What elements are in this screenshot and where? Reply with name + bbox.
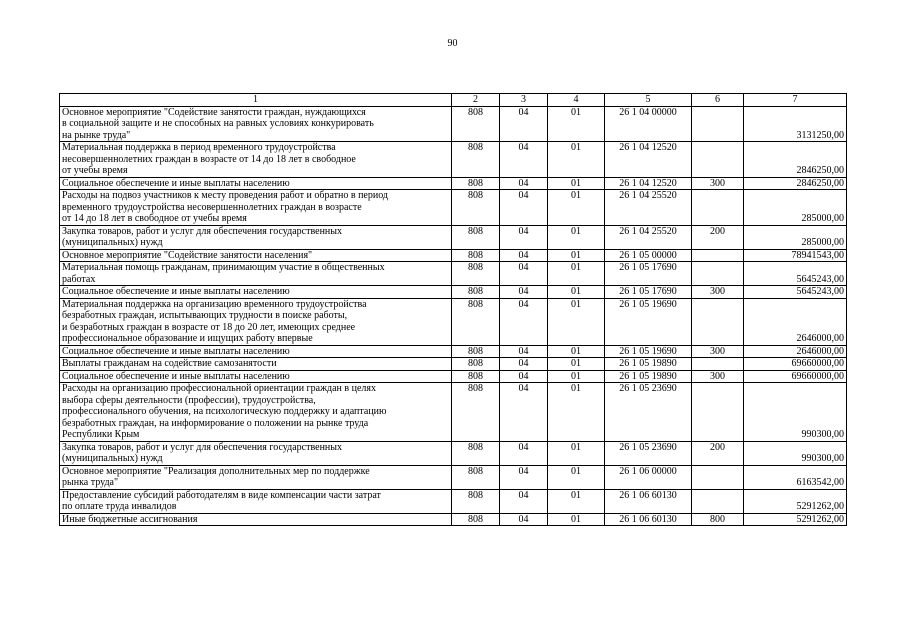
section-code-cell: 04	[500, 370, 548, 383]
table-row	[60, 513, 847, 526]
header-cell-3: 3	[500, 94, 548, 107]
section-code-cell: 04	[500, 190, 548, 226]
amount-cell: 285000,00	[744, 225, 847, 249]
target-article-cell: 26 1 05 19690	[605, 345, 692, 358]
section-code-cell: 04	[500, 286, 548, 299]
row-name-cell	[60, 298, 452, 345]
target-article-cell: 26 1 05 23690	[605, 441, 692, 465]
section-code-cell: 04	[500, 249, 548, 262]
row-name-line: Социальное обеспечение и иные выплаты населению	[62, 177, 290, 189]
subsection-code-cell: 01	[548, 106, 605, 142]
row-name-cell	[60, 262, 452, 286]
subsection-code-cell: 01	[548, 441, 605, 465]
row-name-line: безработных граждан, испытывающих трудности в поиске работы,	[62, 310, 348, 321]
expense-type-cell: 300	[692, 370, 744, 383]
row-name-line: Иные бюджетные ассигнования	[62, 513, 198, 525]
row-name-cell	[60, 358, 452, 371]
amount-cell: 2846250,00	[744, 177, 847, 190]
subsection-code-cell: 01	[548, 286, 605, 299]
row-name-line: (муниципальных) нужд	[62, 237, 163, 248]
section-code-cell: 04	[500, 177, 548, 190]
row-name-line: Социальное обеспечение и иные выплаты населению	[62, 286, 290, 297]
section-code-cell: 04	[500, 225, 548, 249]
target-article-cell: 26 1 05 17690	[605, 286, 692, 299]
target-article-cell: 26 1 05 19890	[605, 370, 692, 383]
row-name-cell	[60, 489, 452, 513]
amount-cell: 990300,00	[744, 441, 847, 465]
table-row	[60, 465, 847, 489]
table-header	[60, 94, 847, 107]
amount-cell: 5645243,00	[744, 262, 847, 286]
subsection-code-cell: 01	[548, 190, 605, 226]
expense-type-cell	[692, 106, 744, 142]
row-name-cell	[60, 177, 452, 190]
table-row	[60, 262, 847, 286]
row-name-cell	[60, 249, 452, 262]
amount-cell: 69660000,00	[744, 358, 847, 371]
row-name-cell	[60, 190, 452, 226]
table-row	[60, 489, 847, 513]
subsection-code-cell: 01	[548, 225, 605, 249]
subsection-code-cell: 01	[548, 489, 605, 513]
row-name-line: и безработных граждан в возрасте от 18 до 20 лет, имеющих среднее	[62, 321, 356, 333]
admin-code-cell: 808	[452, 142, 500, 178]
section-code-cell: 04	[500, 345, 548, 358]
expense-type-cell	[692, 142, 744, 178]
row-name-line: работах	[62, 273, 96, 285]
subsection-code-cell: 01	[548, 142, 605, 178]
row-name-line: Расходы на подвоз участников к месту проведения работ и обратно в период	[62, 190, 389, 201]
expense-type-cell	[692, 298, 744, 345]
amount-cell: 285000,00	[744, 190, 847, 226]
header-cell-2: 2	[452, 94, 500, 107]
table-row	[60, 106, 847, 142]
row-name-line: временного трудоустройства несовершеннолетних граждан в возрасте	[62, 201, 362, 213]
target-article-cell: 26 1 04 25520	[605, 190, 692, 226]
admin-code-cell: 808	[452, 345, 500, 358]
section-code-cell: 04	[500, 513, 548, 526]
subsection-code-cell: 01	[548, 345, 605, 358]
section-code-cell: 04	[500, 142, 548, 178]
expense-type-cell: 200	[692, 441, 744, 465]
target-article-cell: 26 1 05 00000	[605, 249, 692, 262]
row-name-line: рынка труда"	[62, 477, 119, 488]
subsection-code-cell: 01	[548, 370, 605, 383]
table-row	[60, 370, 847, 383]
expense-type-cell: 300	[692, 177, 744, 190]
table-row	[60, 383, 847, 442]
row-name-cell	[60, 286, 452, 299]
admin-code-cell: 808	[452, 370, 500, 383]
expense-type-cell	[692, 249, 744, 262]
row-name-line: профессионального обучения, на психологическую поддержку и адаптацию	[62, 406, 387, 417]
admin-code-cell: 808	[452, 106, 500, 142]
row-name-cell	[60, 370, 452, 383]
section-code-cell: 04	[500, 298, 548, 345]
amount-cell: 2846250,00	[744, 142, 847, 178]
target-article-cell: 26 1 05 23690	[605, 383, 692, 442]
subsection-code-cell: 01	[548, 465, 605, 489]
expense-type-cell: 300	[692, 286, 744, 299]
target-article-cell: 26 1 06 60130	[605, 513, 692, 526]
admin-code-cell: 808	[452, 286, 500, 299]
admin-code-cell: 808	[452, 383, 500, 442]
table-row	[60, 142, 847, 178]
row-name-cell	[60, 465, 452, 489]
row-name-cell	[60, 142, 452, 178]
amount-cell: 990300,00	[744, 383, 847, 442]
table-row	[60, 286, 847, 299]
target-article-cell: 26 1 04 00000	[605, 106, 692, 142]
amount-cell: 5291262,00	[744, 513, 847, 526]
target-article-cell: 26 1 05 17690	[605, 262, 692, 286]
row-name-line: Предоставление субсидий работодателям в виде компенсации части затрат	[62, 489, 381, 501]
amount-cell: 69660000,00	[744, 370, 847, 383]
row-name-line: Закупка товаров, работ и услуг для обеспечения государственных	[62, 441, 343, 453]
row-name-line: Материальная поддержка на организацию временного трудоустройства	[62, 298, 367, 310]
table-row	[60, 190, 847, 226]
row-name-cell	[60, 513, 452, 526]
row-name-cell	[60, 441, 452, 465]
row-name-line: Основное мероприятие "Содействие занятости населения"	[62, 249, 313, 261]
header-cell-6: 6	[692, 94, 744, 107]
row-name-line: от 14 до 18 лет в свободное от учебы время	[62, 213, 247, 224]
row-name-line: безработных граждан, на информирование о положении на рынке труда	[62, 417, 369, 429]
table-row	[60, 177, 847, 190]
amount-cell: 5645243,00	[744, 286, 847, 299]
admin-code-cell: 808	[452, 513, 500, 526]
row-name-line: Расходы на организацию профессиональной ориентации граждан в целях	[62, 383, 376, 394]
row-name-line: Республики Крым	[62, 429, 140, 440]
amount-cell: 2646000,00	[744, 298, 847, 345]
admin-code-cell: 808	[452, 190, 500, 226]
table-row	[60, 345, 847, 358]
expense-type-cell	[692, 465, 744, 489]
table-row	[60, 225, 847, 249]
admin-code-cell: 808	[452, 262, 500, 286]
amount-cell: 78941543,00	[744, 249, 847, 262]
row-name-line: на рынке труда"	[62, 129, 131, 141]
target-article-cell: 26 1 05 19690	[605, 298, 692, 345]
section-code-cell: 04	[500, 489, 548, 513]
row-name-line: по оплате труда инвалидов	[62, 501, 177, 512]
section-code-cell: 04	[500, 441, 548, 465]
admin-code-cell: 808	[452, 489, 500, 513]
header-cell-1: 1	[60, 94, 452, 107]
section-code-cell: 04	[500, 465, 548, 489]
row-name-line: Основное мероприятие "Содействие занятости граждан, нуждающихся	[62, 106, 366, 118]
target-article-cell: 26 1 04 12520	[605, 142, 692, 178]
subsection-code-cell: 01	[548, 177, 605, 190]
target-article-cell: 26 1 05 19890	[605, 358, 692, 371]
budget-table	[59, 93, 847, 526]
table-body	[60, 106, 847, 526]
row-name-line: Социальное обеспечение и иные выплаты населению	[62, 370, 290, 382]
page-number: 90	[447, 38, 458, 49]
row-name-line: Материальная помощь гражданам, принимающим участие в общественных	[62, 262, 385, 273]
admin-code-cell: 808	[452, 249, 500, 262]
target-article-cell: 26 1 04 25520	[605, 225, 692, 249]
header-cell-5: 5	[605, 94, 692, 107]
target-article-cell: 26 1 06 60130	[605, 489, 692, 513]
row-name-cell	[60, 345, 452, 358]
row-name-line: Основное мероприятие "Реализация дополнительных мер по поддержке	[62, 465, 370, 477]
admin-code-cell: 808	[452, 298, 500, 345]
admin-code-cell: 808	[452, 358, 500, 371]
subsection-code-cell: 01	[548, 298, 605, 345]
row-name-line: несовершеннолетних граждан в возрасте от 14 до 18 лет в свободное	[62, 153, 356, 165]
table-row	[60, 358, 847, 371]
row-name-line: от учебы время	[62, 165, 128, 176]
header-cell-7: 7	[744, 94, 847, 107]
expense-type-cell	[692, 489, 744, 513]
expense-type-cell: 200	[692, 225, 744, 249]
expense-type-cell: 800	[692, 513, 744, 526]
row-name-line: Социальное обеспечение и иные выплаты населению	[62, 345, 290, 357]
expense-type-cell	[692, 383, 744, 442]
row-name-line: профессиональное образование и ищущих работу впервые	[62, 333, 313, 344]
amount-cell: 5291262,00	[744, 489, 847, 513]
row-name-line: (муниципальных) нужд	[62, 453, 163, 464]
header-row	[60, 94, 847, 107]
admin-code-cell: 808	[452, 177, 500, 190]
section-code-cell: 04	[500, 383, 548, 442]
section-code-cell: 04	[500, 358, 548, 371]
expense-type-cell	[692, 358, 744, 371]
expense-type-cell	[692, 262, 744, 286]
expense-type-cell: 300	[692, 345, 744, 358]
row-name-line: Выплаты гражданам на содействие самозанятости	[62, 358, 277, 369]
subsection-code-cell: 01	[548, 358, 605, 371]
amount-cell: 2646000,00	[744, 345, 847, 358]
section-code-cell: 04	[500, 106, 548, 142]
row-name-cell	[60, 383, 452, 442]
target-article-cell: 26 1 06 00000	[605, 465, 692, 489]
header-cell-4: 4	[548, 94, 605, 107]
row-name-line: Закупка товаров, работ и услуг для обеспечения государственных	[62, 225, 343, 237]
expense-type-cell	[692, 190, 744, 226]
row-name-cell	[60, 106, 452, 142]
row-name-line: выбора сферы деятельности (профессии), трудоустройства,	[62, 394, 316, 406]
table-row	[60, 441, 847, 465]
subsection-code-cell: 01	[548, 262, 605, 286]
admin-code-cell: 808	[452, 441, 500, 465]
subsection-code-cell: 01	[548, 249, 605, 262]
table-row	[60, 249, 847, 262]
admin-code-cell: 808	[452, 465, 500, 489]
table-row	[60, 298, 847, 345]
subsection-code-cell: 01	[548, 513, 605, 526]
row-name-line: Материальная поддержка в период временного трудоустройства	[62, 142, 336, 153]
section-code-cell: 04	[500, 262, 548, 286]
amount-cell: 6163542,00	[744, 465, 847, 489]
row-name-line: в социальной защите и не способных на равных условиях конкурировать	[62, 118, 374, 129]
target-article-cell: 26 1 04 12520	[605, 177, 692, 190]
row-name-cell	[60, 225, 452, 249]
amount-cell: 3131250,00	[744, 106, 847, 142]
subsection-code-cell: 01	[548, 383, 605, 442]
admin-code-cell: 808	[452, 225, 500, 249]
